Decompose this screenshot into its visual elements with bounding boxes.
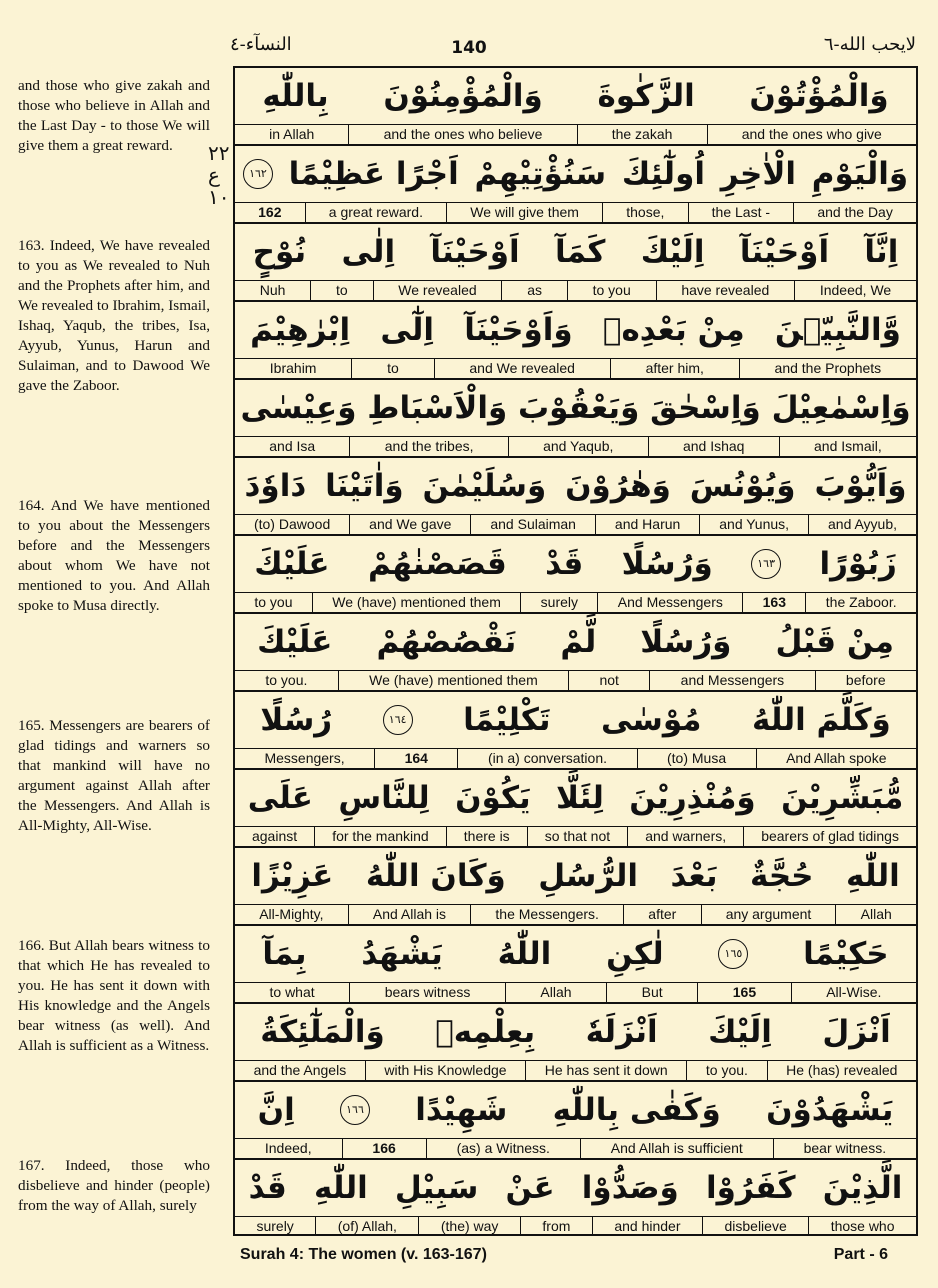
gloss-cell: those who [808,1217,916,1236]
english-gloss-line [235,826,916,846]
gloss-cell: bearers of glad tidings [743,827,916,846]
gloss-cell: and Ishaq [648,437,779,456]
gloss-cell: any argument [701,905,836,924]
verse-row [235,1082,916,1160]
translation-paragraph-163: 163. Indeed, We have revealed to you as We revealed to Nuh and the Prophets after him, and We revealed to Ibrahim, Ismail, Ishaq, Yaqub, the tribes, Isa, Ayyub, Yunus, Harun and Sulaiman, and to Dawood We gave the Zaboor. [18,237,210,394]
english-gloss-line [235,514,916,534]
gloss-cell: All-Wise. [791,983,916,1002]
gloss-cell: Ibrahim [269,360,317,376]
arabic-word: وَعِيْسٰى [240,389,357,426]
gloss-cell: Indeed, [264,1140,312,1156]
arabic-word: رُسُلًا [260,701,333,738]
translation-paragraph-164: 164. And We have mentioned to you about the Messengers before and the Messengers about whom We have not mentioned to you. And Allah spoke to Musa directly. [18,497,210,614]
translation-paragraph-167: 167. Indeed, those who disbelieve and hinder (people) from the way of Allah, surely [18,1157,210,1214]
english-gloss-line [235,1216,916,1236]
arabic-word: اِلَيْكَ [640,233,705,270]
gloss-cell: (of) Allah, [315,1217,418,1236]
arabic-word: اِلٰى [341,233,396,270]
english-gloss-line [235,1060,916,1080]
gloss-cell: and the tribes, [349,437,507,456]
english-gloss-line [235,592,916,612]
arabic-word: عَلَى [247,779,313,816]
gloss-cell: the Messengers. [470,905,623,924]
gloss-cell: with His Knowledge [365,1061,525,1080]
verse-row [235,770,916,848]
gloss-cell: We (have) mentioned them [312,593,520,612]
arabic-word: عَنْ [505,1169,555,1206]
arabic-line [235,302,916,357]
arabic-line [235,68,916,123]
gloss-cell: not [568,671,649,690]
arabic-word: اَجْرًا عَظِيْمًا [288,155,459,192]
gloss-cell: Messengers, [264,750,345,766]
gloss-cell: And Messengers [597,593,742,612]
arabic-word: سَبِيْلِ [394,1169,479,1206]
header-surah-name: النسآء-٤ [230,34,292,55]
arabic-word: وَالْاَسْبَاطِ [367,389,508,426]
verse-number-marker: ١٦٥ [718,939,748,969]
arabic-word: شَهِيْدًا [415,1091,508,1128]
arabic-word: قَصَصْنٰهُمْ [367,545,507,582]
gloss-cell: Allah [835,905,916,924]
gloss-cell: bears witness [349,983,505,1002]
gloss-cell: and Sulaiman [470,515,595,534]
arabic-word: وَالْيَوْمِ [811,155,909,192]
translation-paragraph-165: 165. Messengers are bearers of glad tidings and warners so that mankind will have no argument against Allah after the Messengers. And Allah is All-Mighty, All-Wise. [18,717,210,834]
gloss-cell: and We gave [349,515,470,534]
gloss-cell: from [520,1217,592,1236]
word-by-word-grid [233,66,918,1236]
gloss-cell: He has sent it down [525,1061,686,1080]
header-juz-name: لايحب الله-٦ [823,34,916,55]
gloss-cell: for the mankind [314,827,446,846]
arabic-line [235,458,916,513]
arabic-line [235,1082,916,1137]
gloss-cell: and the Prophets [739,359,916,378]
arabic-word: وَاِسْحٰقَ [650,389,761,426]
arabic-word: عَلَيْكَ [254,545,330,582]
gloss-cell: to you. [265,672,308,688]
arabic-word: وَكَلَّمَ اللّٰهُ [751,701,891,738]
arabic-word: زَبُوْرًا [819,545,897,582]
gloss-cell: (the) way [418,1217,520,1236]
gloss-cell: We revealed [373,281,502,300]
arabic-word: حُجَّةٌ [750,857,814,894]
arabic-word: مُّبَشِّرِيْنَ [781,779,904,816]
arabic-word: اَنْزَلَهٗ [585,1013,658,1050]
arabic-word: قَدْ [248,1169,287,1206]
arabic-line [235,380,916,435]
arabic-word: بِمَآ [262,935,307,972]
gloss-cell: He (has) revealed [767,1061,916,1080]
gloss-cell: And Allah spoke [756,749,916,768]
arabic-word: وَصَدُّوْا [581,1169,679,1206]
verse-number-cell: 166 [342,1139,426,1158]
arabic-word: وَيُوْنُسَ [689,467,796,504]
english-gloss-line [235,202,916,222]
arabic-word: وَكَفٰى بِاللّٰهِ [552,1091,721,1128]
arabic-word: لٰكِنِ [606,935,664,972]
arabic-word: عَلَيْكَ [257,623,333,660]
arabic-word: الْاٰخِرِ [720,155,797,192]
arabic-word: تَكْلِيْمًا [463,701,551,738]
verse-row [235,146,916,224]
arabic-word: اَوْحَيْنَآ [430,233,520,270]
gloss-cell: to you. [686,1061,766,1080]
arabic-word: حَكِيْمًا [803,935,889,972]
gloss-cell: and the ones who believe [348,125,576,144]
gloss-cell: (in a) conversation. [457,749,636,768]
arabic-word: اِبْرٰهِيْمَ [250,311,351,348]
gloss-cell: and Yunus, [699,515,808,534]
arabic-word: مِنْ قَبْلُ [775,623,894,660]
verse-number-cell: 163 [742,593,805,612]
gloss-cell: (as) a Witness. [426,1139,580,1158]
arabic-word: لَّمْ [560,623,597,660]
gloss-cell: And Allah is [348,905,471,924]
arabic-word: لِئَلَّا [556,779,604,816]
gloss-cell: And Allah is sufficient [580,1139,773,1158]
footer-part: Part - 6 [833,1246,888,1263]
verse-row [235,224,916,302]
gloss-cell: so that not [527,827,627,846]
arabic-word: الزَّكٰوةَ [597,77,695,114]
arabic-word: مِنْ بَعْدِهٖ [602,311,745,348]
gloss-cell: All-Mighty, [259,906,324,922]
translation-paragraph-162: and those who give zakah and those who believe in Allah and the Last Day - to those We will give them a great reward. [18,77,210,154]
arabic-line [235,1160,916,1215]
arabic-word: لِلنَّاسِ [338,779,430,816]
arabic-word: يَشْهَدُ [361,935,443,972]
arabic-word: الَّذِيْنَ [822,1169,903,1206]
arabic-word: عَزِيْزًا [251,857,334,894]
gloss-cell: and Yaqub, [508,437,648,456]
arabic-word: وَالْمُؤْتُوْنَ [749,77,889,114]
gloss-cell: and Ayyub, [808,515,916,534]
arabic-line [235,926,916,981]
arabic-word: وَكَانَ اللّٰهُ [365,857,506,894]
english-gloss-line [235,280,916,300]
verse-number-cell: 162 [258,204,282,220]
arabic-word: اللّٰهُ [497,935,552,972]
arabic-word: اِلٰٓى [380,311,434,348]
english-gloss-line [235,436,916,456]
gloss-cell: the zakah [577,125,707,144]
verse-row [235,380,916,458]
gloss-cell: We (have) mentioned them [338,671,568,690]
arabic-line [235,614,916,669]
arabic-word: اُولٰٓئِكَ [621,155,705,192]
ruku-marker: ٢٢ ع ١٠ [208,141,230,209]
arabic-word: اللّٰهِ [846,857,900,894]
gloss-cell: We will give them [446,203,602,222]
verse-row [235,692,916,770]
arabic-word: كَفَرُوْا [706,1169,796,1206]
translation-paragraph-166: 166. But Allah bears witness to that which He has revealed to you. He has sent it down with His knowledge and the Angels bear witness (as well). And Allah is sufficient as a Witness. [18,937,210,1054]
verse-row [235,302,916,380]
verse-number-cell: 165 [697,983,790,1002]
gloss-cell: and Isa [269,438,316,454]
verse-row [235,926,916,1004]
english-gloss-line [235,748,916,768]
arabic-word: نُوْحٍ [252,233,307,270]
arabic-word: وَاٰتَيْنَا [325,467,404,504]
english-gloss-line [235,124,916,144]
english-gloss-line [235,904,916,924]
arabic-word: اِنَّآ [864,233,899,270]
arabic-word: وَيَعْقُوْبَ [518,389,640,426]
arabic-line [235,146,916,201]
gloss-cell: against [251,828,298,844]
gloss-cell: Indeed, We [794,281,916,300]
arabic-word: بِاللّٰهِ [262,77,329,114]
arabic-line [235,692,916,747]
verse-row [235,458,916,536]
arabic-word: قَدْ [545,545,584,582]
gloss-cell: and Harun [595,515,699,534]
arabic-word: اِنَّ [257,1091,295,1128]
arabic-word: اِلَيْكَ [708,1013,772,1050]
gloss-cell: surely [256,1218,294,1234]
arabic-word: اللّٰهِ [314,1169,368,1206]
gloss-cell: in Allah [269,126,315,142]
arabic-word: وَاَوْحَيْنَآ [464,311,573,348]
verse-row [235,1004,916,1082]
verse-number-marker: ١٦٣ [751,549,781,579]
arabic-word: وَالْمَلٰٓئِكَةُ [260,1013,385,1050]
arabic-word: دَاوٗدَ [244,467,307,504]
gloss-cell: the Zaboor. [805,593,916,612]
gloss-cell: to [351,359,433,378]
arabic-word: سَنُؤْتِيْهِمْ [474,155,607,192]
verse-number-marker: ١٦٦ [340,1095,370,1125]
verse-number-marker: ١٦٤ [383,705,413,735]
arabic-word: وَرُسُلًا [640,623,732,660]
gloss-cell: have revealed [656,281,795,300]
gloss-cell: surely [520,593,597,612]
arabic-line [235,536,916,591]
verse-row [235,1160,916,1238]
arabic-word: يَكُوْنَ [455,779,531,816]
gloss-cell: after him, [610,359,739,378]
arabic-word: وَالْمُؤْمِنُوْنَ [383,77,543,114]
english-gloss-line [235,982,916,1002]
arabic-line [235,770,916,825]
gloss-cell: bear witness. [773,1139,916,1158]
gloss-cell: (to) Musa [637,749,756,768]
arabic-word: وَسُلَيْمٰنَ [422,467,547,504]
arabic-line [235,848,916,903]
gloss-cell: and Ismail, [779,437,916,456]
arabic-word: وَهٰرُوْنَ [565,467,671,504]
gloss-cell: to what [269,984,315,1000]
arabic-word: الرُّسُلِ [538,857,638,894]
english-gloss-line [235,670,916,690]
gloss-cell: Allah [505,983,606,1002]
gloss-cell: and hinder [592,1217,702,1236]
verse-row [235,68,916,146]
arabic-word: يَشْهَدُوْنَ [766,1091,894,1128]
gloss-cell: But [606,983,697,1002]
verse-row [235,848,916,926]
arabic-word: وَاِسْمٰعِيْلَ [771,389,911,426]
gloss-cell: as [501,281,566,300]
verse-number-cell: 164 [374,749,457,768]
arabic-word: مُوْسٰى [601,701,702,738]
arabic-line [235,224,916,279]
gloss-cell: and Messengers [649,671,814,690]
page-number: 140 [451,38,487,58]
arabic-word: كَمَآ [554,233,606,270]
gloss-cell: to you [567,281,656,300]
gloss-cell: and warners, [627,827,743,846]
gloss-cell: to [310,281,372,300]
gloss-cell: those, [602,203,687,222]
gloss-cell: the Last - [688,203,794,222]
arabic-word: وَّالنَّبِيّٖنَ [774,311,901,348]
gloss-cell: after [623,905,700,924]
arabic-word: بِعِلْمِهٖ [435,1013,536,1050]
arabic-word: اَوْحَيْنَآ [739,233,830,270]
arabic-word: وَاَيُّوْبَ [814,467,907,504]
footer-surah-info: Surah 4: The women (v. 163-167) [240,1246,487,1263]
verse-number-marker: ١٦٢ [243,159,273,189]
gloss-cell: a great reward. [305,203,446,222]
verse-row [235,536,916,614]
arabic-word: نَقْصُصْهُمْ [376,623,517,660]
gloss-cell: and We revealed [434,359,610,378]
gloss-cell: (to) Dawood [253,516,331,532]
english-gloss-line [235,1138,916,1158]
gloss-cell: before [815,671,916,690]
gloss-cell: to you [254,594,293,610]
arabic-word: اَنْزَلَ [822,1013,891,1050]
english-gloss-line [235,358,916,378]
arabic-word: وَمُنْذِرِيْنَ [629,779,756,816]
gloss-cell: and the Day [793,203,916,222]
gloss-cell: Nuh [259,282,286,298]
gloss-cell: and the ones who give [707,125,916,144]
arabic-word: بَعْدَ [670,857,718,894]
gloss-cell: disbelieve [702,1217,808,1236]
gloss-cell: and the Angels [253,1062,347,1078]
arabic-word: وَرُسُلًا [621,545,713,582]
gloss-cell: there is [446,827,527,846]
arabic-line [235,1004,916,1059]
verse-row [235,614,916,692]
